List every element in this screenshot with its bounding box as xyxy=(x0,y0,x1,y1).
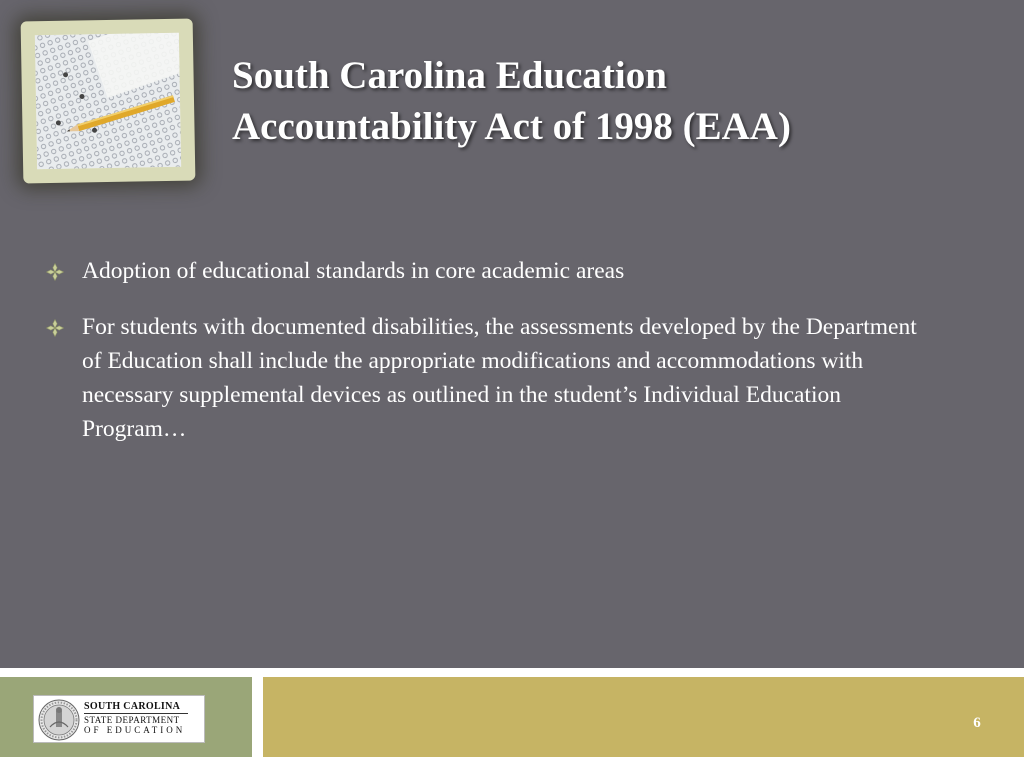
diamond-bullet-icon xyxy=(44,310,82,344)
bullet-item xyxy=(44,254,924,288)
logo-text xyxy=(84,701,202,735)
logo-rule xyxy=(84,713,188,714)
diamond-bullet-icon xyxy=(44,254,82,288)
page-number: 6 xyxy=(973,715,981,731)
slide-title-line1: South Carolina Education xyxy=(232,54,667,97)
bullet-list xyxy=(44,254,924,468)
footer-divider xyxy=(0,668,1024,677)
footer-gold-panel xyxy=(263,677,1024,757)
bullet-text: Adoption of educational standards in core academic areas xyxy=(82,258,625,284)
answer-sheet-photo xyxy=(35,33,181,169)
state-seal-icon xyxy=(38,699,80,741)
logo-line-department: STATE DEPARTMENT xyxy=(84,715,180,725)
footer xyxy=(0,677,1024,768)
bullet-text: For students with documented disabilities, the assessments developed by the Department of Education shall include the appropriate modifications and accommodations with necessary supplemental devices as outlined in the student’s Individual Education Program… xyxy=(82,314,917,442)
slide-title-line2: Accountability Act of 1998 (EAA) xyxy=(232,105,791,148)
logo-line-education: OF EDUCATION xyxy=(84,725,186,735)
slide-title xyxy=(232,50,952,152)
answer-sheet-photo-frame xyxy=(21,19,196,184)
sc-department-of-education-logo xyxy=(33,695,205,743)
footer-logo-panel xyxy=(0,677,252,757)
bullet-item xyxy=(44,310,924,446)
logo-line-state: SOUTH CAROLINA xyxy=(84,701,181,712)
